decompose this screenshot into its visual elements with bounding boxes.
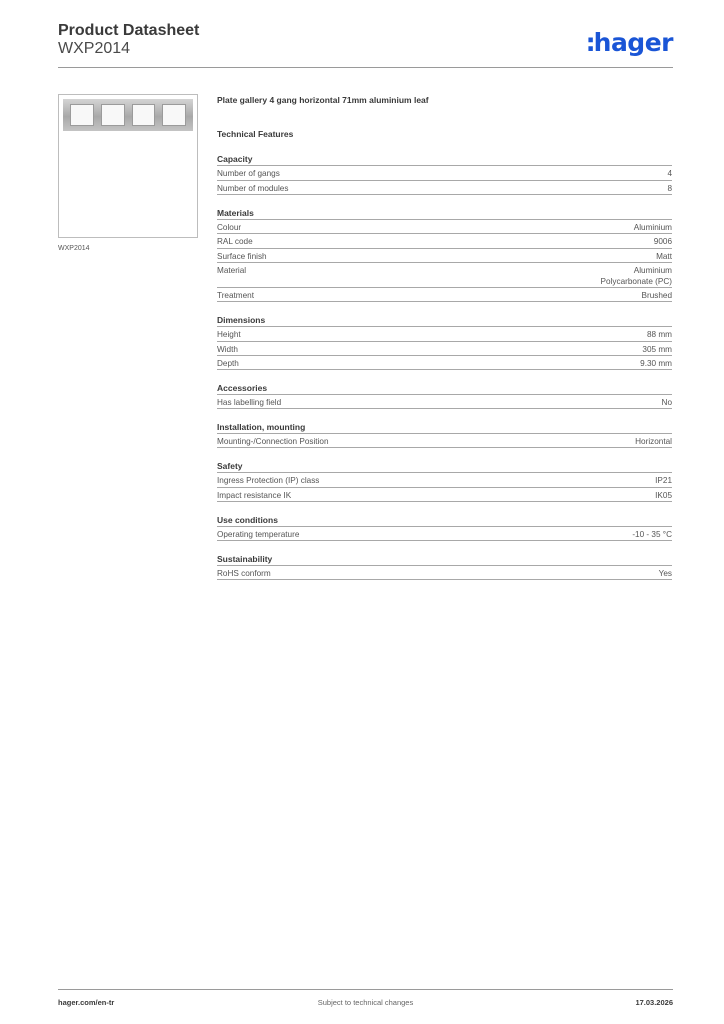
spec-value: No xyxy=(661,398,672,407)
spec-row xyxy=(217,262,672,287)
spec-value: Horizontal xyxy=(635,437,672,446)
spec-row xyxy=(217,355,672,370)
spec-rows xyxy=(217,433,672,448)
spec-row xyxy=(217,248,672,263)
spec-section xyxy=(217,382,672,409)
spec-label: Width xyxy=(217,344,238,354)
spec-rows xyxy=(217,165,672,195)
spec-row xyxy=(217,394,672,409)
spec-label: Operating temperature xyxy=(217,529,300,539)
spec-value: IK05 xyxy=(655,490,672,500)
spec-value: Yes xyxy=(658,568,672,578)
spec-section xyxy=(217,207,672,303)
section-title: Dimensions xyxy=(217,315,266,325)
spec-row xyxy=(217,487,672,502)
product-image xyxy=(58,94,198,238)
spec-value: 4 xyxy=(667,169,672,178)
section-title: Installation, mounting xyxy=(217,422,306,432)
spec-row xyxy=(217,165,672,180)
plate-opening xyxy=(132,104,156,126)
spec-value: Brushed xyxy=(641,291,672,300)
spec-row xyxy=(217,180,672,195)
logo-text: hager xyxy=(593,28,673,57)
spec-rows xyxy=(217,219,672,303)
spec-label: Mounting-/Connection Position xyxy=(217,437,329,446)
spec-section xyxy=(217,460,672,502)
header-divider xyxy=(58,67,673,68)
spec-label: Treatment xyxy=(217,291,255,300)
plate-opening xyxy=(101,104,125,126)
spec-row xyxy=(217,233,672,248)
plate-opening xyxy=(162,104,186,126)
spec-label: Number of modules xyxy=(217,183,289,193)
spec-value: Aluminium Polycarbonate (PC) xyxy=(600,266,672,286)
spec-row xyxy=(217,341,672,356)
spec-row xyxy=(217,219,672,234)
spec-label: RoHS conform xyxy=(217,568,271,578)
spec-value: 305 mm xyxy=(642,344,672,354)
spec-label: Has labelling field xyxy=(217,398,282,407)
spec-value: Aluminium xyxy=(633,222,672,232)
section-title: Capacity xyxy=(217,154,253,164)
spec-section xyxy=(217,314,672,370)
spec-row xyxy=(217,526,672,541)
section-title: Accessories xyxy=(217,383,268,393)
spec-value: 9.30 mm xyxy=(640,359,672,368)
spec-label: Depth xyxy=(217,359,239,368)
footer-date: 17.03.2026 xyxy=(635,998,673,1007)
image-caption: WXP2014 xyxy=(58,245,90,252)
page-header xyxy=(58,22,673,70)
spec-sections xyxy=(217,153,672,580)
product-name: Plate gallery 4 gang horizontal 71mm aluminium leaf xyxy=(217,95,429,105)
spec-value: -10 - 35 °C xyxy=(632,529,672,539)
spec-label: Colour xyxy=(217,222,242,232)
spec-label: Number of gangs xyxy=(217,169,280,178)
section-title: Sustainability xyxy=(217,553,273,564)
spec-row xyxy=(217,326,672,341)
spec-value: Matt xyxy=(656,251,672,261)
spec-value: 8 xyxy=(667,183,672,193)
spec-row xyxy=(217,472,672,487)
plate-illustration xyxy=(63,99,193,131)
spec-label: Impact resistance IK xyxy=(217,490,292,500)
spec-label: Material xyxy=(217,266,247,275)
document-title: Product Datasheet xyxy=(58,22,200,39)
section-title: Materials xyxy=(217,207,254,218)
spec-rows xyxy=(217,526,672,541)
spec-section xyxy=(217,514,672,541)
spec-label: RAL code xyxy=(217,237,253,246)
footer-divider xyxy=(58,989,673,990)
spec-rows xyxy=(217,394,672,409)
spec-value: IP21 xyxy=(655,476,672,485)
spec-section xyxy=(217,153,672,195)
technical-features-title: Technical Features xyxy=(217,129,294,139)
spec-label: Surface finish xyxy=(217,251,267,261)
spec-rows xyxy=(217,326,672,370)
spec-value: 88 mm xyxy=(646,330,672,339)
spec-rows xyxy=(217,565,672,580)
section-title: Safety xyxy=(217,461,243,471)
footer-notice: Subject to technical changes xyxy=(317,998,414,1007)
spec-section xyxy=(217,553,672,580)
spec-row xyxy=(217,433,672,448)
spec-rows xyxy=(217,472,672,502)
plate-opening xyxy=(70,104,94,126)
logo-prefix: : xyxy=(585,28,594,57)
hager-logo xyxy=(586,28,673,57)
spec-row xyxy=(217,565,672,580)
product-code: WXP2014 xyxy=(58,40,131,57)
section-title: Use conditions xyxy=(217,514,278,525)
spec-label: Height xyxy=(217,330,241,339)
footer-website: hager.com/en-tr xyxy=(58,998,115,1007)
spec-row xyxy=(217,287,672,302)
spec-content xyxy=(217,95,672,580)
spec-label: Ingress Protection (IP) class xyxy=(217,476,320,485)
spec-value: 9006 xyxy=(653,237,672,246)
spec-section xyxy=(217,421,672,448)
